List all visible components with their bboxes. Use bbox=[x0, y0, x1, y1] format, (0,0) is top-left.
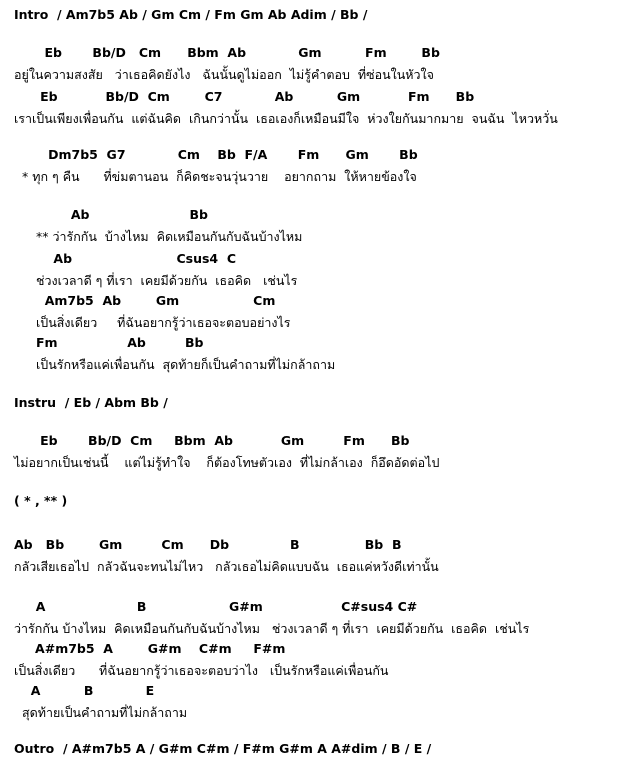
chord-line: Eb Bb/D Cm Bbm Ab Gm Fm Bb bbox=[14, 45, 440, 60]
chord-line: Eb Bb/D Cm Bbm Ab Gm Fm Bb bbox=[14, 433, 410, 448]
chord-line: Am7b5 Ab Gm Cm bbox=[36, 293, 276, 308]
lyric-line: ไม่อยากเป็นเช่นนี้ แต่ไม่รู้ทำใจ ก็ต้องโทษตัวเอง ที่ไม่กล้าเอง ก็อึดอัดต่อไป bbox=[14, 455, 440, 470]
chord-line: Ab Bb bbox=[36, 207, 209, 222]
chord-line: Ab Bb Gm Cm Db B Bb B bbox=[14, 537, 402, 552]
section-line: Intro / Am7b5 Ab / Gm Cm / Fm Gm Ab Adim / Bb / bbox=[14, 7, 368, 22]
lyric-line: * ทุก ๆ คืน ที่ข่มตานอน ก็คิดชะจนวุ่นวาย อยากถาม ให้หายข้องใจ bbox=[22, 169, 417, 184]
chord-line: Dm7b5 G7 Cm Bb F/A Fm Gm Bb bbox=[22, 147, 418, 162]
lyric-line: อยู่ในความสงสัย ว่าเธอคิดยังไง ฉันนั้นดูไม่ออก ไม่รู้คำตอบ ที่ซ่อนในหัวใจ bbox=[14, 67, 434, 82]
section-line: Outro / A#m7b5 A / G#m C#m / F#m G#m A A#dim / B / E / bbox=[14, 741, 432, 756]
lyric-line: สุดท้ายเป็นคำถามที่ไม่กล้าถาม bbox=[22, 705, 188, 720]
chord-line: Eb Bb/D Cm C7 Ab Gm Fm Bb bbox=[14, 89, 475, 104]
lyric-line: ว่ารักกัน บ้างไหม คิดเหมือนกันกับฉันบ้างไหม ช่วงเวลาดี ๆ ที่เรา เคยมีด้วยกัน เธอคิด เช่นไร bbox=[14, 621, 530, 636]
lyric-line: เราเป็นเพียงเพื่อนกัน แต่ฉันคิด เกินกว่านั้น เธอเองก็เหมือนมีใจ ห่วงใยกันมากมาย จนฉัน ไหวหวั่น bbox=[14, 111, 558, 126]
chord-line: A B E bbox=[22, 683, 155, 698]
lyric-line: เป็นรักหรือแค่เพื่อนกัน สุดท้ายก็เป็นคำถามที่ไม่กล้าถาม bbox=[36, 357, 336, 372]
chord-line: A#m7b5 A G#m C#m F#m bbox=[22, 641, 286, 656]
section-line: Instru / Eb / Abm Bb / bbox=[14, 395, 168, 410]
section-line: ( * , ** ) bbox=[14, 493, 68, 508]
chord-line: Ab Csus4 C bbox=[36, 251, 236, 266]
lyric-line: เป็นสิ่งเดียว ที่ฉันอยากรู้ว่าเธอจะตอบว่าไง เป็นรักหรือแค่เพื่อนกัน bbox=[14, 663, 389, 678]
chord-line: Fm Ab Bb bbox=[36, 335, 204, 350]
lyric-line: เป็นสิ่งเดียว ที่ฉันอยากรู้ว่าเธอจะตอบอย่างไร bbox=[36, 315, 291, 330]
chord-line: A B G#m C#sus4 C# bbox=[14, 599, 418, 614]
lyric-line: กลัวเสียเธอไป กลัวฉันจะทนไม่ไหว กลัวเธอไม่คิดแบบฉัน เธอแค่หวังดีเท่านั้น bbox=[14, 559, 439, 574]
lyric-line: ช่วงเวลาดี ๆ ที่เรา เคยมีด้วยกัน เธอคิด เช่นไร bbox=[36, 273, 298, 288]
lyric-line: ** ว่ารักกัน บ้างไหม คิดเหมือนกันกับฉันบ้างไหม bbox=[36, 229, 303, 244]
